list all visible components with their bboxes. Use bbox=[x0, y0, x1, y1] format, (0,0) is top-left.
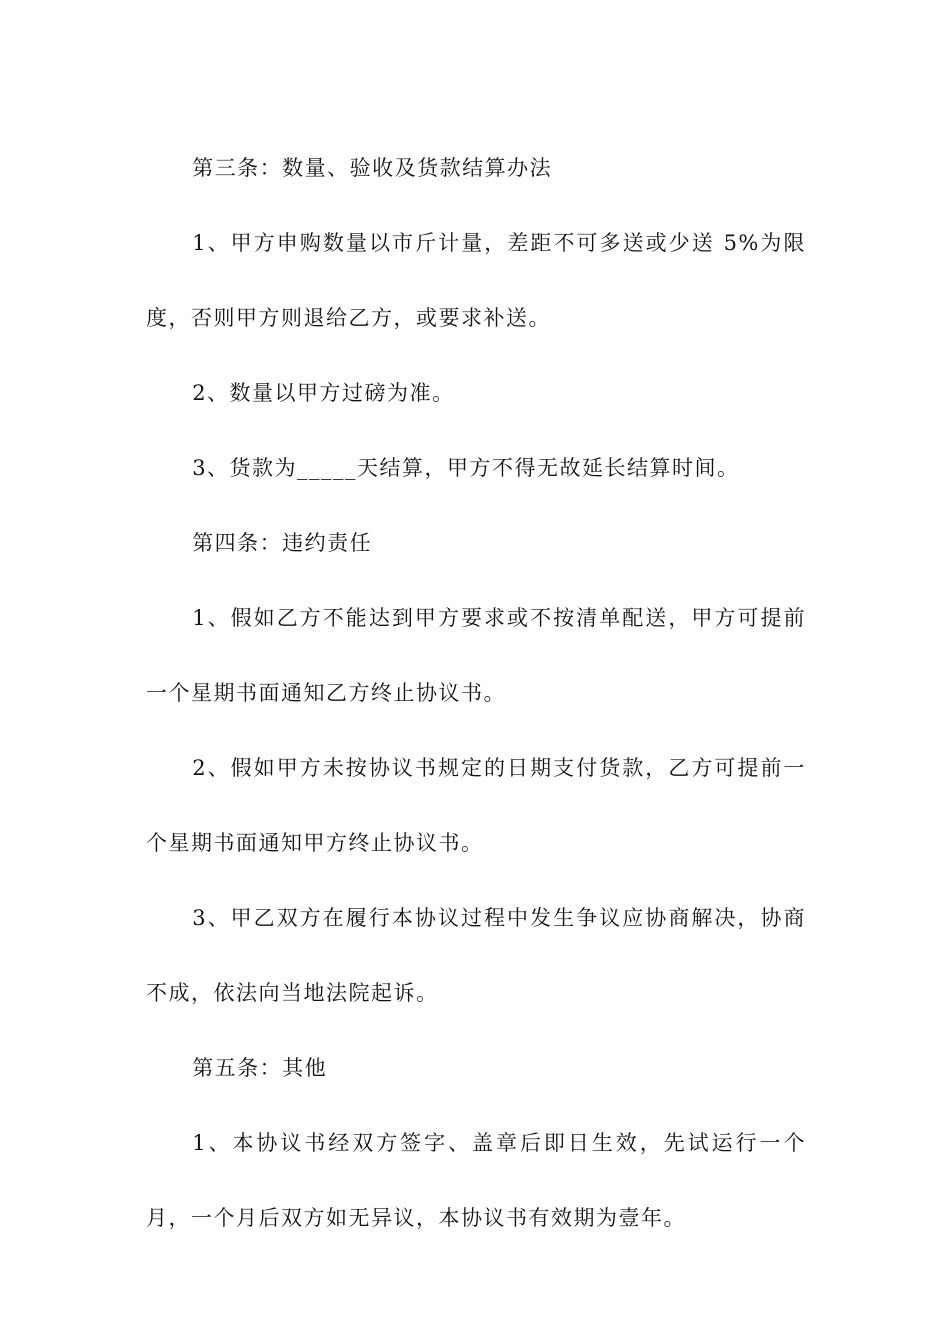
clause-paragraph: 3、货款为_____天结算，甲方不得无故延长结算时间。 bbox=[192, 456, 740, 480]
document-body bbox=[146, 131, 806, 1256]
clause-paragraph: 2、假如甲方未按协议书规定的日期支付货款，乙方可提前一个星期书面通知甲方终止协议书。 bbox=[146, 756, 806, 855]
clause-paragraph: 2、数量以甲方过磅为准。 bbox=[192, 381, 455, 405]
section-heading-4: 第四条：违约责任 bbox=[192, 531, 373, 555]
section-heading-5: 第五条：其他 bbox=[192, 1056, 328, 1080]
clause-paragraph: 1、假如乙方不能达到甲方要求或不按清单配送，甲方可提前一个星期书面通知乙方终止协议书。 bbox=[146, 606, 806, 705]
section-heading-3: 第三条：数量、验收及货款结算办法 bbox=[192, 156, 553, 180]
clause-paragraph: 1、本协议书经双方签字、盖章后即日生效，先试运行一个月，一个月后双方如无异议，本协议书有效期为壹年。 bbox=[146, 1131, 806, 1230]
clause-paragraph: 1、甲方申购数量以市斤计量，差距不可多送或少送 5%为限度，否则甲方则退给乙方，或要求补送。 bbox=[146, 231, 806, 330]
clause-paragraph: 3、甲乙双方在履行本协议过程中发生争议应协商解决，协商不成，依法向当地法院起诉。 bbox=[146, 906, 806, 1005]
